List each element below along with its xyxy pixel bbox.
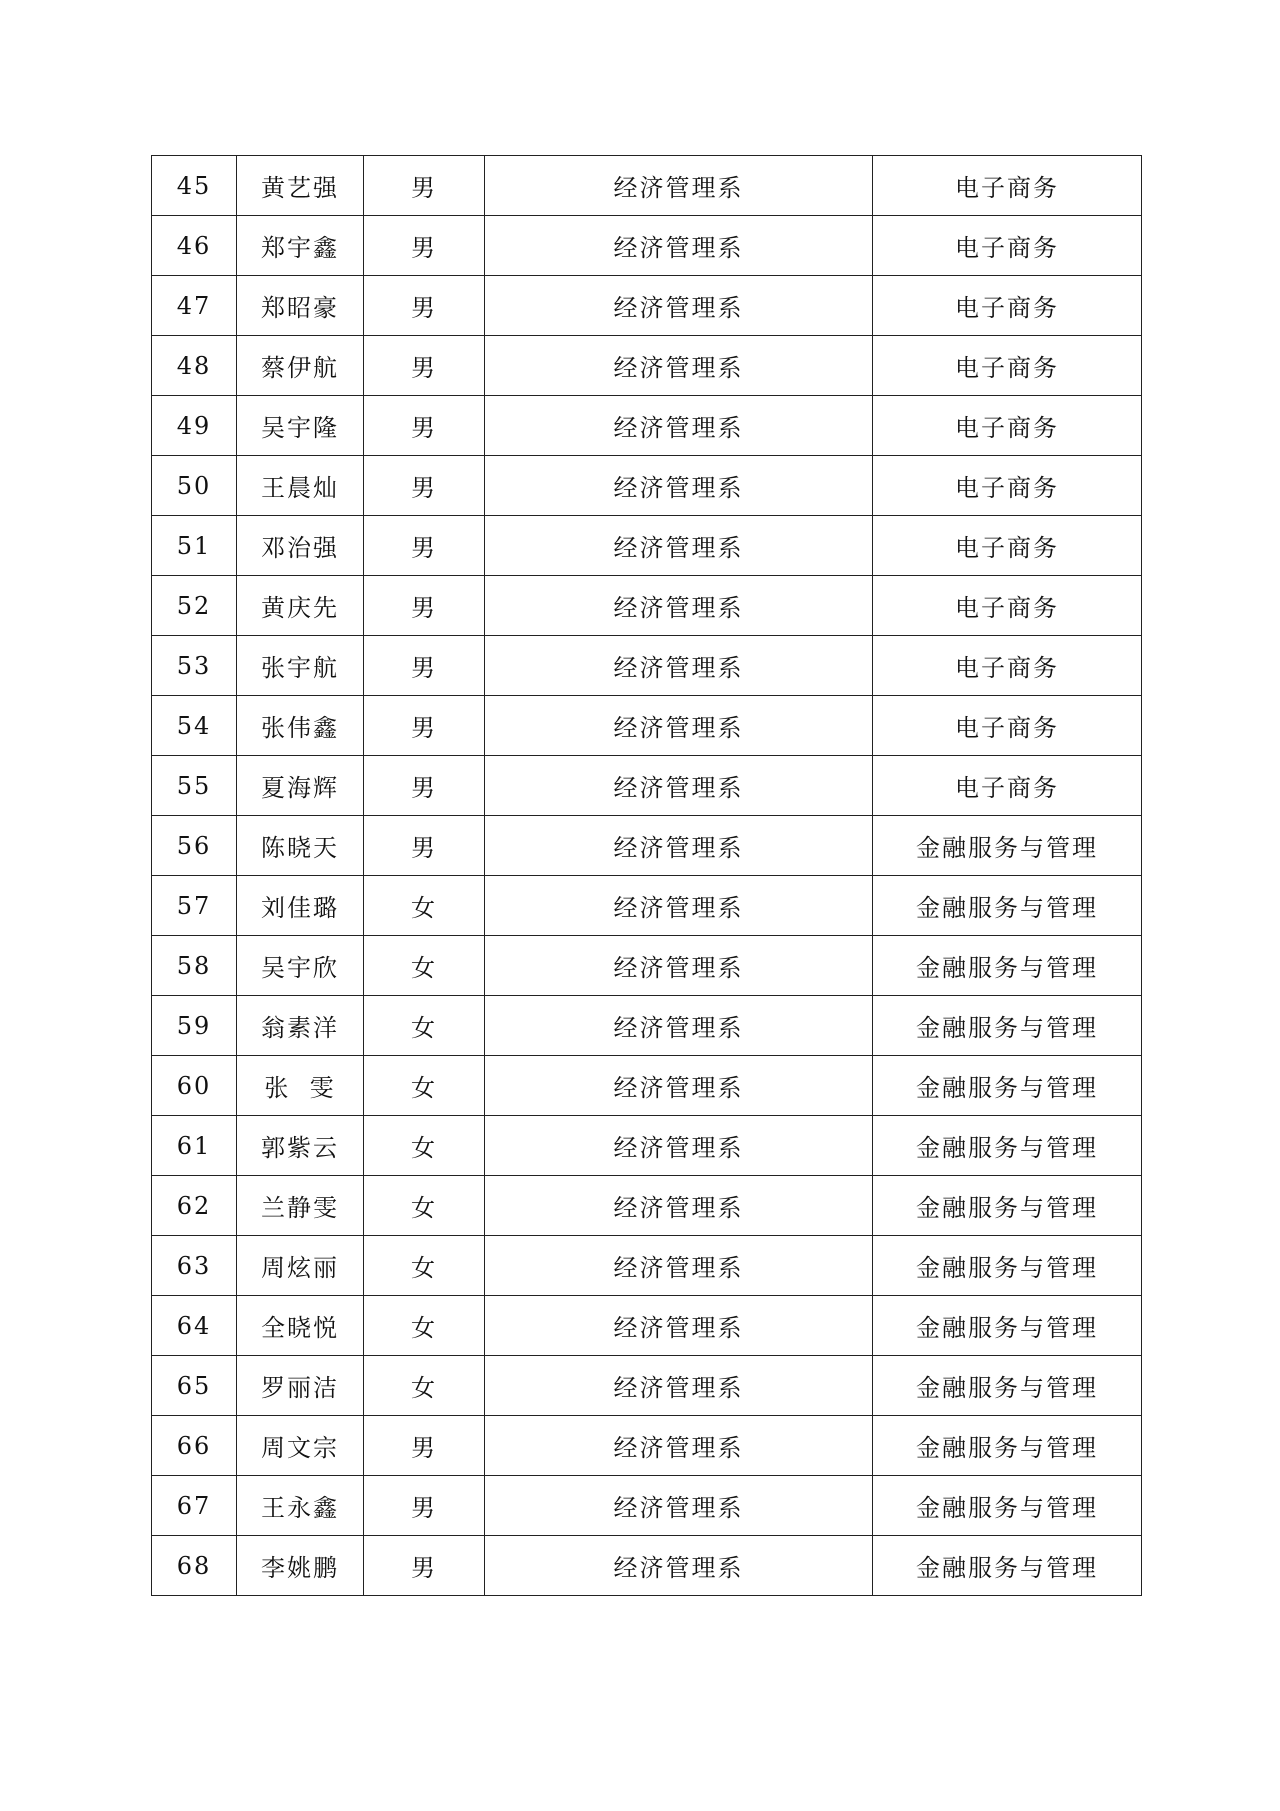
roster-table-body (152, 156, 1142, 1596)
department-cell: 经济管理系 (485, 1056, 873, 1116)
major-cell: 金融服务与管理 (873, 1176, 1142, 1236)
department-cell: 经济管理系 (485, 876, 873, 936)
row-number-cell: 58 (152, 936, 237, 996)
table-row (152, 696, 1142, 756)
major-cell: 电子商务 (873, 756, 1142, 816)
major-cell: 电子商务 (873, 396, 1142, 456)
gender-cell: 男 (364, 696, 485, 756)
department-cell: 经济管理系 (485, 816, 873, 876)
row-number-cell: 56 (152, 816, 237, 876)
table-row (152, 156, 1142, 216)
major-cell: 金融服务与管理 (873, 1116, 1142, 1176)
student-name-cell: 蔡伊航 (237, 336, 364, 396)
department-cell: 经济管理系 (485, 336, 873, 396)
table-row (152, 336, 1142, 396)
student-name-cell: 周文宗 (237, 1416, 364, 1476)
student-name-cell: 邓治强 (237, 516, 364, 576)
student-name-cell: 全晓悦 (237, 1296, 364, 1356)
gender-cell: 女 (364, 936, 485, 996)
major-cell: 金融服务与管理 (873, 1056, 1142, 1116)
major-cell: 金融服务与管理 (873, 1356, 1142, 1416)
department-cell: 经济管理系 (485, 216, 873, 276)
table-row (152, 1536, 1142, 1596)
department-cell: 经济管理系 (485, 1356, 873, 1416)
department-cell: 经济管理系 (485, 1416, 873, 1476)
department-cell: 经济管理系 (485, 1476, 873, 1536)
gender-cell: 男 (364, 156, 485, 216)
student-name-cell: 黄庆先 (237, 576, 364, 636)
row-number-cell: 67 (152, 1476, 237, 1536)
student-name-cell: 郭紫云 (237, 1116, 364, 1176)
table-row (152, 936, 1142, 996)
major-cell: 金融服务与管理 (873, 1236, 1142, 1296)
student-name-cell: 黄艺强 (237, 156, 364, 216)
student-name-cell: 周炫丽 (237, 1236, 364, 1296)
table-row (152, 1116, 1142, 1176)
table-row (152, 396, 1142, 456)
gender-cell: 男 (364, 636, 485, 696)
major-cell: 金融服务与管理 (873, 1476, 1142, 1536)
student-name-cell: 刘佳璐 (237, 876, 364, 936)
gender-cell: 女 (364, 996, 485, 1056)
gender-cell: 女 (364, 1176, 485, 1236)
major-cell: 电子商务 (873, 696, 1142, 756)
table-row (152, 996, 1142, 1056)
department-cell: 经济管理系 (485, 576, 873, 636)
student-name-cell: 翁素洋 (237, 996, 364, 1056)
row-number-cell: 59 (152, 996, 237, 1056)
table-row (152, 456, 1142, 516)
gender-cell: 女 (364, 1236, 485, 1296)
gender-cell: 男 (364, 1476, 485, 1536)
table-row (152, 576, 1142, 636)
student-name-cell: 李姚鹏 (237, 1536, 364, 1596)
gender-cell: 男 (364, 276, 485, 336)
major-cell: 金融服务与管理 (873, 816, 1142, 876)
row-number-cell: 53 (152, 636, 237, 696)
table-row (152, 1356, 1142, 1416)
major-cell: 电子商务 (873, 456, 1142, 516)
department-cell: 经济管理系 (485, 1176, 873, 1236)
major-cell: 电子商务 (873, 276, 1142, 336)
row-number-cell: 60 (152, 1056, 237, 1116)
gender-cell: 男 (364, 516, 485, 576)
table-row (152, 276, 1142, 336)
student-name-cell: 王晨灿 (237, 456, 364, 516)
row-number-cell: 68 (152, 1536, 237, 1596)
gender-cell: 女 (364, 1356, 485, 1416)
student-name-cell: 吴宇欣 (237, 936, 364, 996)
department-cell: 经济管理系 (485, 516, 873, 576)
student-name-cell: 郑宇鑫 (237, 216, 364, 276)
row-number-cell: 65 (152, 1356, 237, 1416)
major-cell: 电子商务 (873, 516, 1142, 576)
row-number-cell: 51 (152, 516, 237, 576)
major-cell: 金融服务与管理 (873, 936, 1142, 996)
student-name-cell: 郑昭豪 (237, 276, 364, 336)
department-cell: 经济管理系 (485, 696, 873, 756)
gender-cell: 男 (364, 1536, 485, 1596)
major-cell: 电子商务 (873, 576, 1142, 636)
gender-cell: 女 (364, 1116, 485, 1176)
major-cell: 电子商务 (873, 156, 1142, 216)
row-number-cell: 61 (152, 1116, 237, 1176)
row-number-cell: 55 (152, 756, 237, 816)
department-cell: 经济管理系 (485, 1116, 873, 1176)
row-number-cell: 49 (152, 396, 237, 456)
row-number-cell: 54 (152, 696, 237, 756)
student-name-cell: 张伟鑫 (237, 696, 364, 756)
table-row (152, 1476, 1142, 1536)
student-name-cell: 张 雯 (237, 1056, 364, 1116)
table-row (152, 1056, 1142, 1116)
table-row (152, 216, 1142, 276)
row-number-cell: 50 (152, 456, 237, 516)
table-row (152, 1296, 1142, 1356)
gender-cell: 男 (364, 336, 485, 396)
row-number-cell: 62 (152, 1176, 237, 1236)
student-name-cell: 罗丽洁 (237, 1356, 364, 1416)
table-row (152, 756, 1142, 816)
table-row (152, 876, 1142, 936)
major-cell: 电子商务 (873, 636, 1142, 696)
major-cell: 金融服务与管理 (873, 1296, 1142, 1356)
row-number-cell: 52 (152, 576, 237, 636)
gender-cell: 男 (364, 456, 485, 516)
table-row (152, 1176, 1142, 1236)
row-number-cell: 45 (152, 156, 237, 216)
student-name-cell: 陈晓天 (237, 816, 364, 876)
row-number-cell: 66 (152, 1416, 237, 1476)
major-cell: 电子商务 (873, 336, 1142, 396)
row-number-cell: 46 (152, 216, 237, 276)
table-row (152, 516, 1142, 576)
gender-cell: 男 (364, 816, 485, 876)
table-row (152, 1236, 1142, 1296)
major-cell: 金融服务与管理 (873, 876, 1142, 936)
row-number-cell: 63 (152, 1236, 237, 1296)
gender-cell: 女 (364, 1056, 485, 1116)
gender-cell: 男 (364, 576, 485, 636)
row-number-cell: 47 (152, 276, 237, 336)
table-row (152, 636, 1142, 696)
row-number-cell: 57 (152, 876, 237, 936)
gender-cell: 女 (364, 876, 485, 936)
major-cell: 金融服务与管理 (873, 1416, 1142, 1476)
row-number-cell: 64 (152, 1296, 237, 1356)
gender-cell: 女 (364, 1296, 485, 1356)
department-cell: 经济管理系 (485, 936, 873, 996)
major-cell: 金融服务与管理 (873, 1536, 1142, 1596)
department-cell: 经济管理系 (485, 1296, 873, 1356)
major-cell: 金融服务与管理 (873, 996, 1142, 1056)
student-name-cell: 王永鑫 (237, 1476, 364, 1536)
department-cell: 经济管理系 (485, 756, 873, 816)
student-name-cell: 吴宇隆 (237, 396, 364, 456)
department-cell: 经济管理系 (485, 1236, 873, 1296)
department-cell: 经济管理系 (485, 396, 873, 456)
student-name-cell: 张宇航 (237, 636, 364, 696)
department-cell: 经济管理系 (485, 456, 873, 516)
row-number-cell: 48 (152, 336, 237, 396)
gender-cell: 男 (364, 1416, 485, 1476)
gender-cell: 男 (364, 216, 485, 276)
department-cell: 经济管理系 (485, 276, 873, 336)
table-row (152, 816, 1142, 876)
department-cell: 经济管理系 (485, 636, 873, 696)
roster-table (151, 155, 1142, 1596)
table-row (152, 1416, 1142, 1476)
department-cell: 经济管理系 (485, 996, 873, 1056)
department-cell: 经济管理系 (485, 1536, 873, 1596)
student-name-cell: 兰静雯 (237, 1176, 364, 1236)
gender-cell: 男 (364, 396, 485, 456)
student-name-cell: 夏海辉 (237, 756, 364, 816)
department-cell: 经济管理系 (485, 156, 873, 216)
major-cell: 电子商务 (873, 216, 1142, 276)
gender-cell: 男 (364, 756, 485, 816)
